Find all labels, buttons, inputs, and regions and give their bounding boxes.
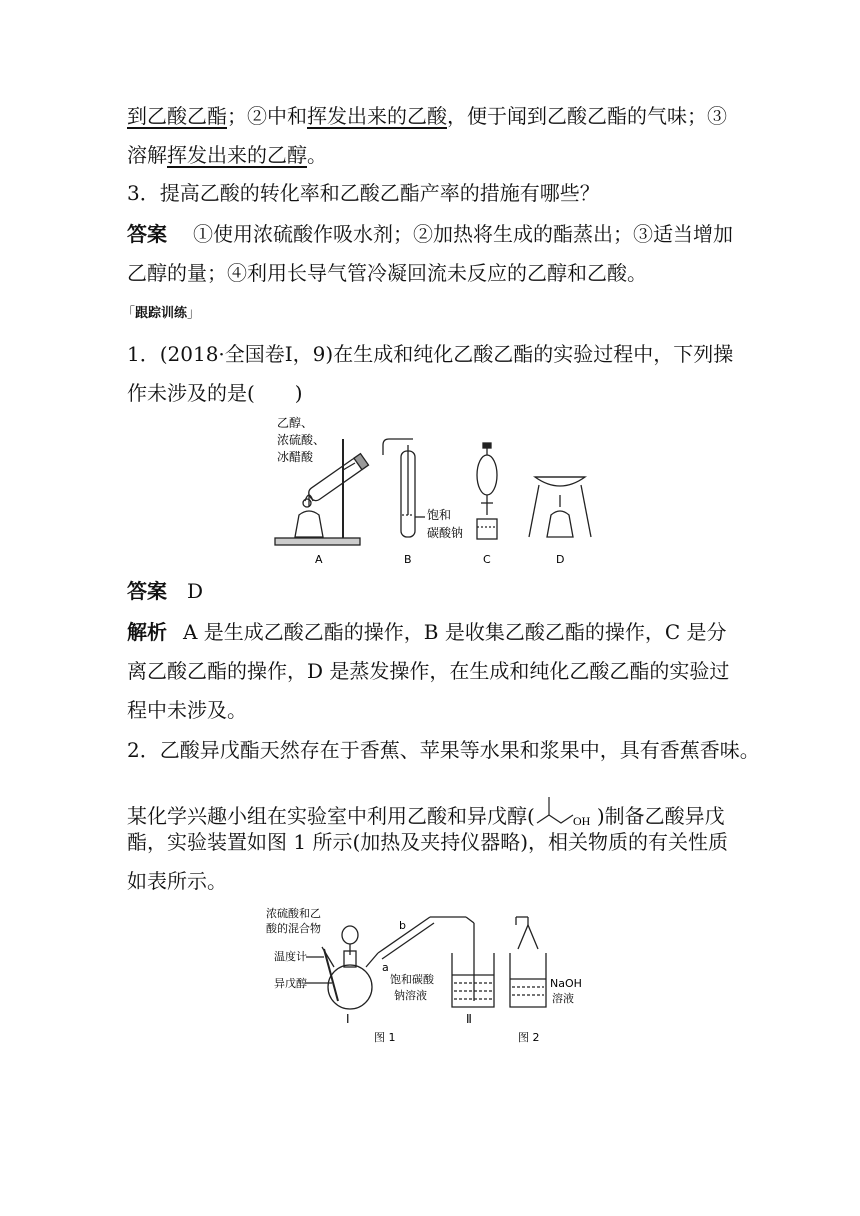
text-line-1	[127, 103, 727, 129]
text-segment: )制备乙酸异戊	[596, 804, 725, 828]
label-C: C	[483, 553, 491, 566]
label-apparatus-I: Ⅰ	[346, 1012, 350, 1026]
label-a: a	[382, 961, 389, 974]
answer-1	[127, 578, 203, 604]
label-reagents: 乙醇、	[277, 416, 314, 430]
question-2-line-4: 如表所示。	[127, 869, 227, 893]
text-line-2	[127, 142, 327, 168]
question-2-line-1: 2．乙酸异戊酯天然存在于香蕉、苹果等水果和浆果中，具有香蕉香味。	[127, 738, 760, 762]
answer-label: 答案	[127, 222, 167, 246]
label-thermometer: 温度计	[274, 950, 307, 963]
label-B: B	[404, 553, 412, 566]
label-saturated-carbonate: 饱和碳酸	[390, 973, 434, 986]
isoamyl-alcohol-structure	[535, 789, 597, 829]
label-naoh: NaOH	[550, 977, 582, 990]
question-1-line-1: 1．(2018·全国卷Ⅰ，9)在生成和纯化乙酸乙酯的实验过程中，下列操	[127, 342, 734, 366]
answer-label: 答案	[127, 579, 167, 603]
label-D: D	[556, 553, 565, 566]
explanation-line-1	[127, 619, 727, 645]
text-segment: 某化学兴趣小组在实验室中利用乙酸和异戊醇(	[127, 804, 535, 828]
label-mixture: 浓硫酸和乙	[266, 907, 321, 920]
label-saturated-carbonate: 钠溶液	[394, 989, 427, 1002]
answer-text: ①使用浓硫酸作吸水剂；②加热将生成的酯蒸出；③适当增加	[193, 222, 733, 246]
text-segment: 。	[307, 143, 327, 167]
label-figure-1: 图 1	[374, 1031, 396, 1044]
text-segment: ；②中和	[227, 104, 307, 128]
question-1-line-2: 作未涉及的是( )	[127, 381, 303, 405]
label-reagents: 浓硫酸、	[277, 433, 326, 447]
bracket-open: 「	[122, 306, 136, 321]
answer-3-line-2: 乙醇的量；④利用长导气管冷凝回流未反应的乙醇和乙酸。	[127, 261, 647, 285]
explanation-line-2: 离乙酸乙酯的操作，D 是蒸发操作，在生成和纯化乙酸乙酯的实验过	[127, 659, 730, 683]
answer-3-line-1	[127, 221, 733, 247]
label-saturated: 饱和	[427, 508, 452, 522]
text-segment: ，便于闻到乙酸乙酯的气味；③	[447, 104, 727, 128]
answer-text: D	[187, 579, 204, 603]
label-naoh: 溶液	[552, 992, 574, 1005]
text-segment: 溶解	[127, 143, 167, 167]
section-title: 跟踪训练	[135, 306, 188, 321]
label-mixture: 酸的混合物	[266, 922, 321, 935]
label-reagents: 冰醋酸	[277, 450, 314, 464]
explanation-line-3: 程中未涉及。	[127, 698, 247, 722]
explanation-text: A 是生成乙酸乙酯的操作，B 是收集乙酸乙酯的操作，C 是分	[183, 620, 727, 644]
label-saturated: 碳酸钠	[427, 526, 464, 540]
label-isoamyl: 异戊醇	[274, 977, 307, 990]
apparatus-figure-2	[262, 905, 602, 1047]
question-2-line-2	[127, 789, 725, 829]
explanation-label: 解析	[127, 620, 167, 644]
oh-label: OH	[572, 814, 591, 828]
section-heading	[122, 302, 200, 321]
bracket-close: 」	[187, 306, 201, 321]
underlined-phrase: 挥发出来的乙酸	[307, 104, 447, 128]
underlined-phrase: 到乙酸乙酯	[127, 104, 227, 128]
label-figure-2: 图 2	[518, 1031, 540, 1044]
label-b: b	[399, 919, 406, 932]
question-3: 3．提高乙酸的转化率和乙酸乙酯产率的措施有哪些？	[127, 181, 600, 205]
underlined-phrase: 挥发出来的乙醇	[167, 143, 307, 167]
label-apparatus-II: Ⅱ	[466, 1012, 472, 1026]
apparatus-figure-1	[265, 415, 595, 570]
question-2-line-3: 酯，实验装置如图 1 所示(加热及夹持仪器略)，相关物质的有关性质	[127, 830, 729, 854]
label-A: A	[315, 553, 323, 566]
